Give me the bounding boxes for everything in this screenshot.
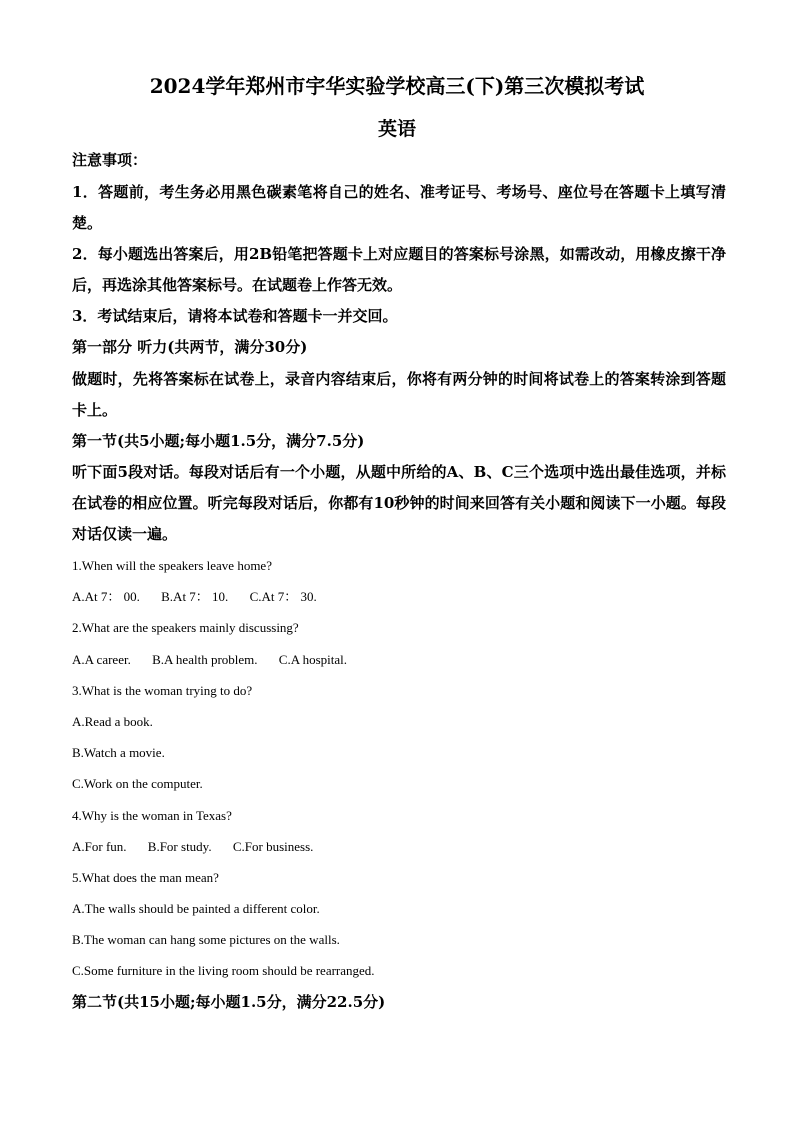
question-3-option-b[interactable]: B.Watch a movie. — [72, 745, 165, 760]
section1-instruction: 听下面5段对话。每段对话后有一个小题，从题中所给的A、B、C三个选项中选出最佳选项，并标在试卷的相应位置。听完每段对话后，你都有10秒钟的时间来回答有关小题和阅读下一小题。每段对话仅读一遍。 — [72, 463, 726, 543]
question-4-option-b[interactable]: B.For study. — [147, 839, 212, 854]
question-4-option-a[interactable]: A.For fun. — [72, 839, 127, 854]
question-3-stem: 3.What is the woman trying to do? — [72, 683, 253, 698]
question-2-option-b[interactable]: B.A health problem. — [152, 652, 258, 667]
exam-title: 2024学年郑州市宇华实验学校高三(下)第三次模拟考试 — [149, 74, 645, 98]
question-2-option-c[interactable]: C.A hospital. — [278, 652, 348, 667]
question-1-option-a[interactable]: A.At 7： 00. — [72, 589, 140, 604]
part1-heading: 第一部分 听力(共两节，满分30分) — [72, 338, 308, 356]
question-5-option-a[interactable]: A.The walls should be painted a different color. — [72, 901, 320, 916]
part1-instruction: 做题时，先将答案标在试卷上，录音内容结束后，你将有两分钟的时间将试卷上的答案转涂到答题卡上。 — [72, 370, 726, 419]
question-5-stem: 5.What does the man mean? — [72, 870, 219, 885]
question-3-option-c[interactable]: C.Work on the computer. — [72, 776, 203, 791]
question-4-option-c[interactable]: C.For business. — [232, 839, 314, 854]
section2-heading: 第二节(共15小题;每小题1.5分，满分22.5分) — [72, 993, 386, 1011]
notice-heading: 注意事项： — [72, 151, 148, 169]
question-1-option-c[interactable]: C.At 7： 30. — [249, 589, 317, 604]
question-5-option-b[interactable]: B.The woman can hang some pictures on the walls. — [72, 932, 340, 947]
question-4-stem: 4.Why is the woman in Texas? — [72, 808, 232, 823]
question-1-stem: 1.When will the speakers leave home? — [72, 558, 272, 573]
question-5-option-c[interactable]: C.Some furniture in the living room should be rearranged. — [72, 963, 375, 978]
question-2-option-a[interactable]: A.A career. — [72, 652, 131, 667]
notice-item-3: 3．考试结束后，请将本试卷和答题卡一并交回。 — [72, 307, 398, 325]
question-1-options — [72, 588, 726, 606]
question-3-option-a[interactable]: A.Read a book. — [72, 714, 153, 729]
question-4-options — [72, 838, 726, 856]
question-1-option-b[interactable]: B.At 7： 10. — [161, 589, 229, 604]
section1-heading: 第一节(共5小题;每小题1.5分，满分7.5分) — [72, 432, 365, 450]
question-2-stem: 2.What are the speakers mainly discussing? — [72, 620, 299, 635]
exam-subject: 英语 — [377, 118, 416, 140]
question-2-options — [72, 651, 726, 669]
notice-item-1: 1．答题前，考生务必用黑色碳素笔将自己的姓名、准考证号、考场号、座位号在答题卡上填写清楚。 — [72, 183, 726, 232]
notice-item-2: 2．每小题选出答案后，用2B铅笔把答题卡上对应题目的答案标号涂黑，如需改动，用橡皮擦干净后，再选涂其他答案标号。在试题卷上作答无效。 — [72, 245, 726, 294]
